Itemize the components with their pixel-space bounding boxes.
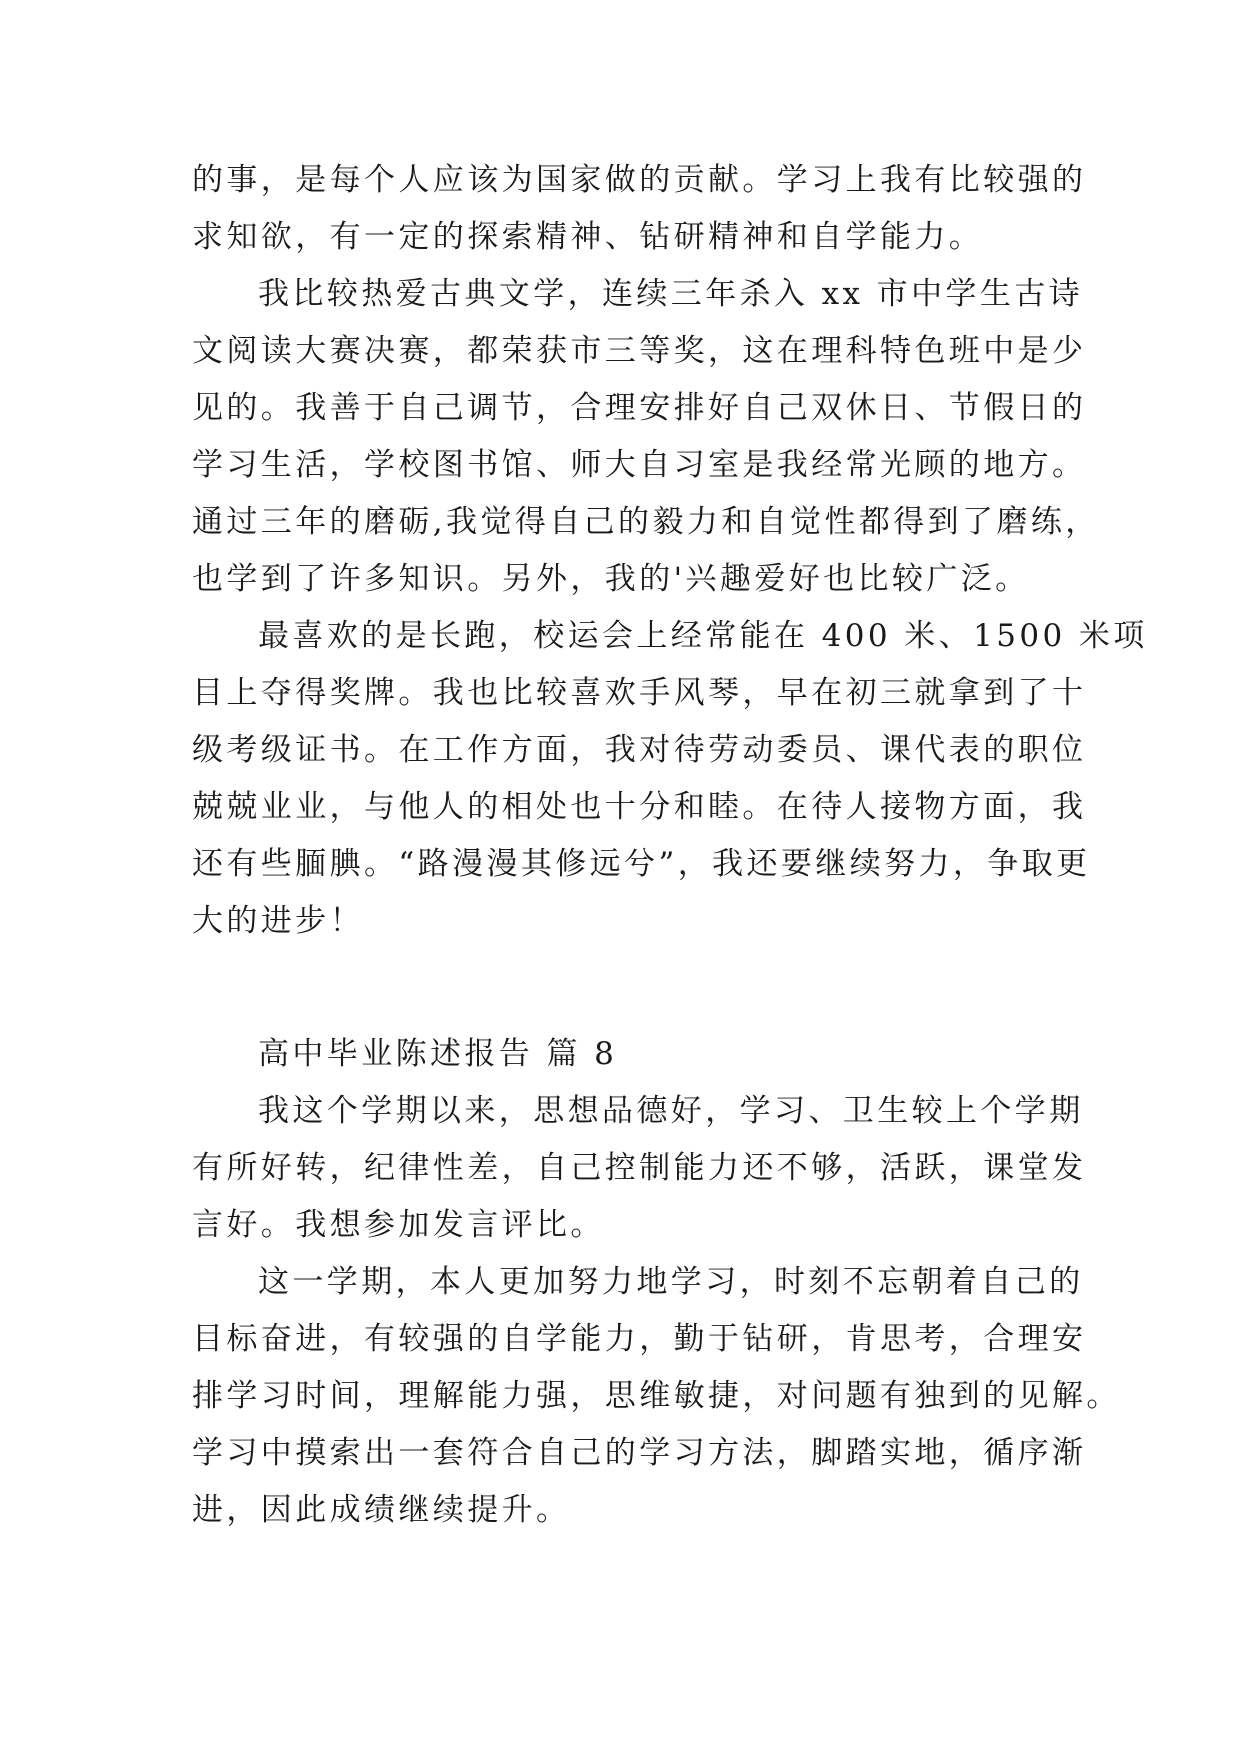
paragraph-line: 我这个学期以来，思想品德好，学习、卫生较上个学期 — [258, 1093, 1084, 1129]
paragraph-line: 通过三年的磨砺,我觉得自己的毅力和自觉性都得到了磨练， — [192, 504, 1100, 540]
paragraph-line: 也学到了许多知识。另外，我的'兴趣爱好也比较广泛。 — [192, 561, 1030, 597]
paragraph-line: 学习生活，学校图书馆、师大自习室是我经常光顾的地方。 — [192, 447, 1087, 483]
paragraph-line: 求知欲，有一定的探索精神、钻研精神和自学能力。 — [192, 219, 984, 255]
paragraph-line: 学习中摸索出一套符合自己的学习方法，脚踏实地，循序渐 — [192, 1435, 1087, 1471]
paragraph-line: 还有些腼腆。“路漫漫其修远兮”，我还要继续努力，争取更 — [192, 846, 1091, 882]
paragraph-line: 目上夺得奖牌。我也比较喜欢手风琴，早在初三就拿到了十 — [192, 675, 1087, 711]
paragraph-line: 排学习时间，理解能力强，思维敏捷，对问题有独到的见解。 — [192, 1378, 1121, 1414]
paragraph-line: 兢兢业业，与他人的相处也十分和睦。在待人接物方面，我 — [192, 789, 1087, 825]
paragraph-line: 文阅读大赛决赛，都荣获市三等奖，这在理科特色班中是少 — [192, 333, 1087, 369]
paragraph-line: 言好。我想参加发言评比。 — [192, 1207, 605, 1243]
paragraph-line: 级考级证书。在工作方面，我对待劳动委员、课代表的职位 — [192, 732, 1087, 768]
paragraph-line: 见的。我善于自己调节，合理安排好自己双休日、节假日的 — [192, 390, 1087, 426]
paragraph-line: 我比较热爱古典文学，连续三年杀入 xx 市中学生古诗 — [258, 276, 1084, 312]
paragraph-line: 有所好转，纪律性差，自己控制能力还不够，活跃，课堂发 — [192, 1150, 1087, 1186]
paragraph-line: 这一学期，本人更加努力地学习，时刻不忘朝着自己的 — [258, 1264, 1084, 1300]
section-heading: 高中毕业陈述报告 篇 8 — [258, 1036, 618, 1072]
paragraph-line: 的事，是每个人应该为国家做的贡献。学习上我有比较强的 — [192, 162, 1087, 198]
paragraph-line: 最喜欢的是长跑，校运会上经常能在 400 米、1500 米项 — [258, 618, 1148, 654]
paragraph-line: 进，因此成绩继续提升。 — [192, 1492, 571, 1528]
paragraph-line: 大的进步！ — [192, 903, 364, 939]
paragraph-line: 目标奋进，有较强的自学能力，勤于钻研，肯思考，合理安 — [192, 1321, 1087, 1357]
